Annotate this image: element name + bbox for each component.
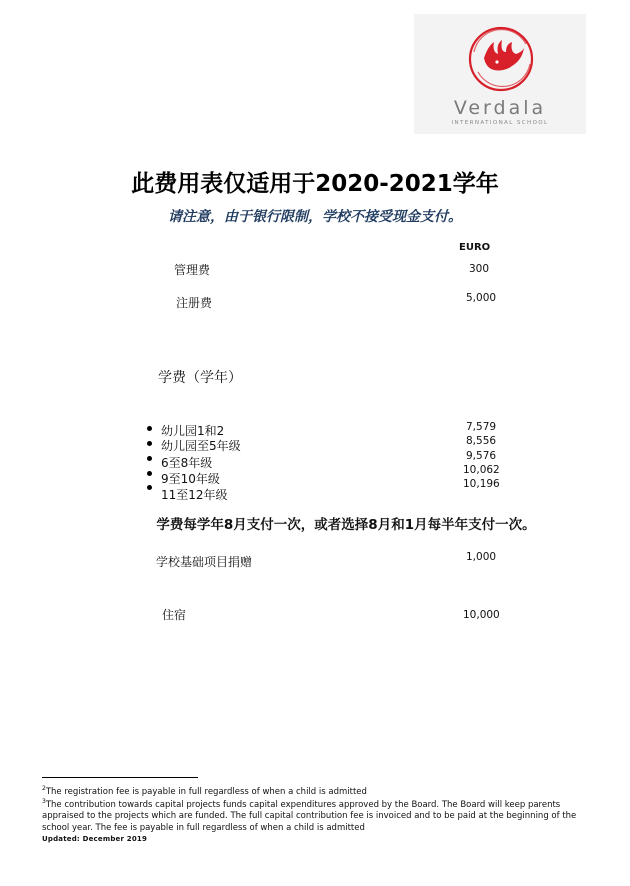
tuition-heading: 学费（学年） bbox=[158, 370, 242, 386]
tuition-item-value: 9,576 bbox=[466, 450, 497, 462]
footnote-divider bbox=[42, 777, 198, 778]
tuition-item-label: 11至12年级 bbox=[161, 488, 228, 502]
footnote-capital-continued: appraised to the projects which are funded. The full capital contribution fee is invoiced and to be paid at the beginning of the bbox=[42, 811, 577, 821]
bullet-icon bbox=[147, 471, 152, 476]
footnote-capital-continued: school year. The fee is payable in full regardless of when a child is admitted bbox=[42, 823, 365, 833]
tuition-item-label: 6至8年级 bbox=[161, 456, 213, 470]
registration-fee-value: 5,000 bbox=[466, 292, 497, 304]
tuition-item-label: 幼儿园至5年级 bbox=[161, 439, 241, 453]
boarding-label: 住宿 bbox=[162, 608, 187, 622]
bullet-icon bbox=[147, 426, 152, 431]
capital-contribution-value: 1,000 bbox=[466, 551, 497, 563]
admin-fee-value: 300 bbox=[469, 263, 490, 275]
tuition-item-value: 10,196 bbox=[463, 478, 500, 490]
capital-contribution-label: 学校基础项目捐赠 bbox=[156, 555, 253, 569]
currency-header: EURO bbox=[459, 242, 491, 253]
boarding-value: 10,000 bbox=[463, 609, 500, 621]
tuition-item-value: 8,556 bbox=[466, 435, 497, 447]
page-title: 此费用表仅适用于2020-2021学年 bbox=[131, 171, 499, 197]
admin-fee-label: 管理费 bbox=[174, 263, 211, 277]
hand-dove-logo-icon bbox=[464, 22, 538, 96]
cash-notice: 请注意，由于银行限制，学校不接受现金支付。 bbox=[168, 209, 462, 225]
registration-fee-label: 注册费 bbox=[176, 296, 213, 310]
footnote-registration: $^2$The registration fee is payable in full regardless of when a child is admitted bbox=[42, 785, 367, 797]
tuition-item-value: 7,579 bbox=[466, 421, 497, 433]
tuition-item-value: 10,062 bbox=[463, 464, 500, 476]
school-logo bbox=[414, 14, 586, 134]
updated-date: Updated: December 2019 bbox=[42, 835, 148, 843]
footnote-capital: $^3$The contribution towards capital projects funds capital expenditures approved by the Board. The Board will keep parents bbox=[42, 798, 561, 810]
logo-wordmark: Verdala bbox=[453, 97, 547, 119]
bullet-icon bbox=[147, 456, 152, 461]
tuition-item-label: 9至10年级 bbox=[161, 472, 220, 486]
tuition-item-label: 幼儿园1和2 bbox=[161, 424, 225, 438]
bullet-icon bbox=[147, 441, 152, 446]
bullet-icon bbox=[147, 485, 152, 490]
logo-subtitle: INTERNATIONAL SCHOOL bbox=[451, 120, 549, 126]
payment-schedule-note: 学费每学年8月支付一次，或者选择8月和1月每半年支付一次。 bbox=[156, 517, 536, 533]
